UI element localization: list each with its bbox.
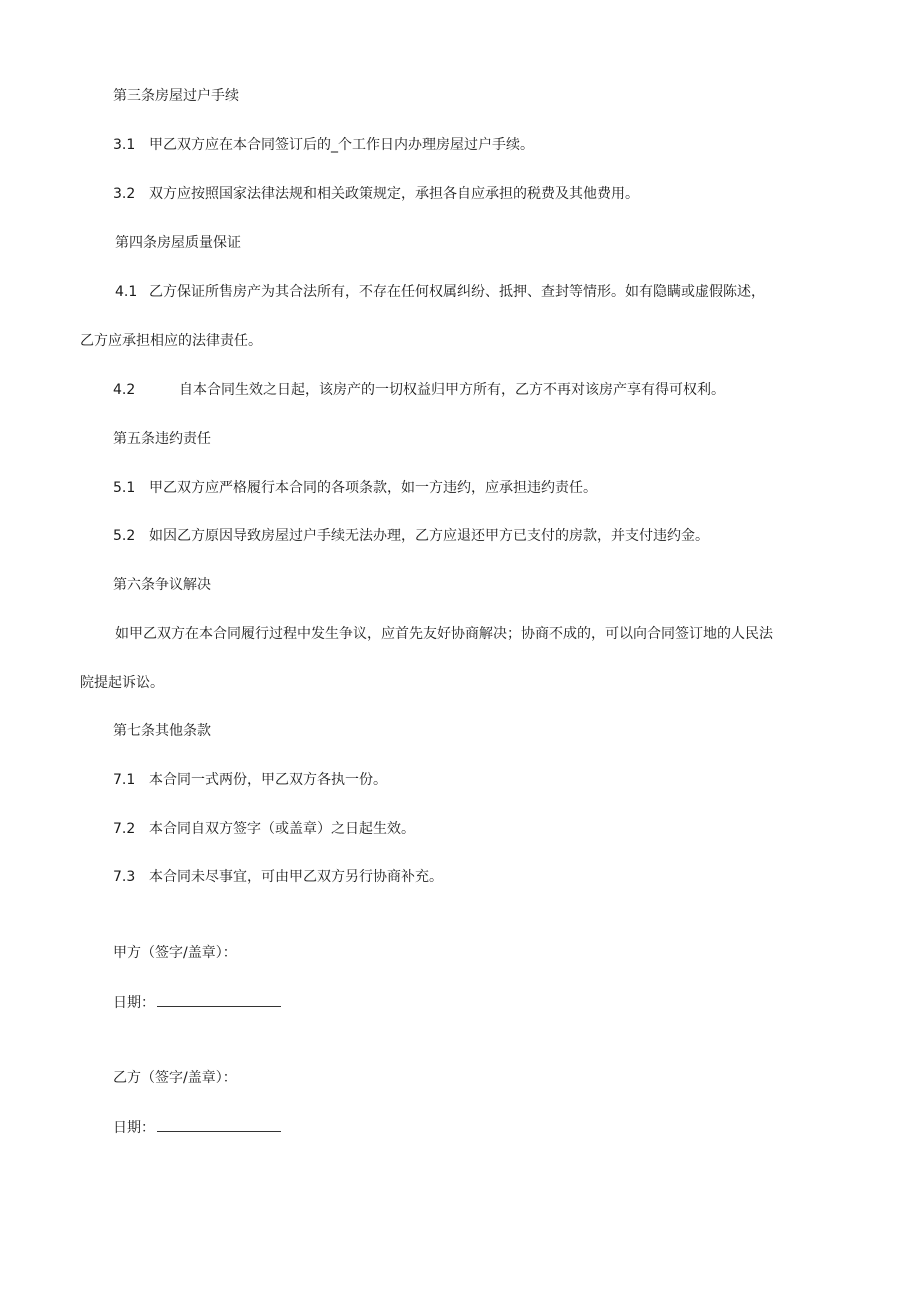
- article-4-heading: 第四条房屋质量保证: [115, 235, 241, 251]
- clause-number: 3.2: [113, 186, 136, 202]
- article-3-heading: 第三条房屋过户手续: [113, 88, 239, 104]
- clause-number: 7.1: [113, 772, 136, 788]
- party-a-date: [113, 992, 281, 1013]
- clause-3-2: [113, 184, 639, 204]
- date-blank-line: [157, 992, 281, 1007]
- clause-5-2: [113, 526, 709, 546]
- article-6-text-line1: 如甲乙双方在本合同履行过程中发生争议，应首先友好协商解决；协商不成的，可以向合同签订地的人民法: [115, 626, 773, 642]
- clause-5-1: [113, 478, 597, 498]
- clause-7-2: [113, 819, 415, 839]
- clause-text: 如因乙方原因导致房屋过户手续无法办理，乙方应退还甲方已支付的房款，并支付违约金。: [149, 528, 709, 544]
- date-label: 日期：: [113, 1120, 155, 1136]
- article-5-heading: 第五条违约责任: [113, 431, 211, 447]
- clause-4-2: [113, 380, 725, 400]
- clause-3-1: [113, 135, 534, 155]
- clause-number: 3.1: [113, 137, 136, 153]
- clause-number: 5.1: [113, 480, 136, 496]
- clause-number: 5.2: [113, 528, 136, 544]
- clause-number: 4.1: [115, 284, 138, 300]
- clause-text: 双方应按照国家法律法规和相关政策规定，承担各自应承担的税费及其他费用。: [149, 186, 639, 202]
- clause-text: 乙方保证所售房产为其合法所有，不存在任何权属纠纷、抵押、查封等情形。如有隐瞒或虚假陈述，: [149, 284, 765, 300]
- clause-text: 本合同未尽事宜，可由甲乙双方另行协商补充。: [149, 869, 443, 885]
- clause-7-3: [113, 867, 443, 887]
- clause-text: 自本合同生效之日起，该房产的一切权益归甲方所有，乙方不再对该房产享有得可权利。: [179, 382, 725, 398]
- party-b-signature-label: 乙方（签字/盖章）：: [113, 1070, 237, 1086]
- clause-number: 7.2: [113, 821, 136, 837]
- party-a-signature-label: 甲方（签字/盖章）：: [113, 945, 237, 961]
- clause-7-1: [113, 770, 387, 790]
- clause-text: 本合同自双方签字（或盖章）之日起生效。: [149, 821, 415, 837]
- clause-text: 甲乙双方应在本合同签订后的_个工作日内办理房屋过户手续。: [149, 137, 534, 153]
- clause-text: 甲乙双方应严格履行本合同的各项条款，如一方违约，应承担违约责任。: [149, 480, 597, 496]
- clause-text: 本合同一式两份，甲乙双方各执一份。: [149, 772, 387, 788]
- party-b-date: [113, 1117, 281, 1138]
- clause-4-1-line1: [115, 282, 765, 302]
- article-7-heading: 第七条其他条款: [113, 723, 211, 739]
- date-label: 日期：: [113, 995, 155, 1011]
- clause-number: 7.3: [113, 869, 136, 885]
- clause-4-1-line2: 乙方应承担相应的法律责任。: [80, 333, 262, 349]
- date-blank-line: [157, 1117, 281, 1132]
- article-6-text-line2: 院提起诉讼。: [80, 675, 164, 691]
- article-6-heading: 第六条争议解决: [113, 577, 211, 593]
- clause-number: 4.2: [113, 382, 136, 398]
